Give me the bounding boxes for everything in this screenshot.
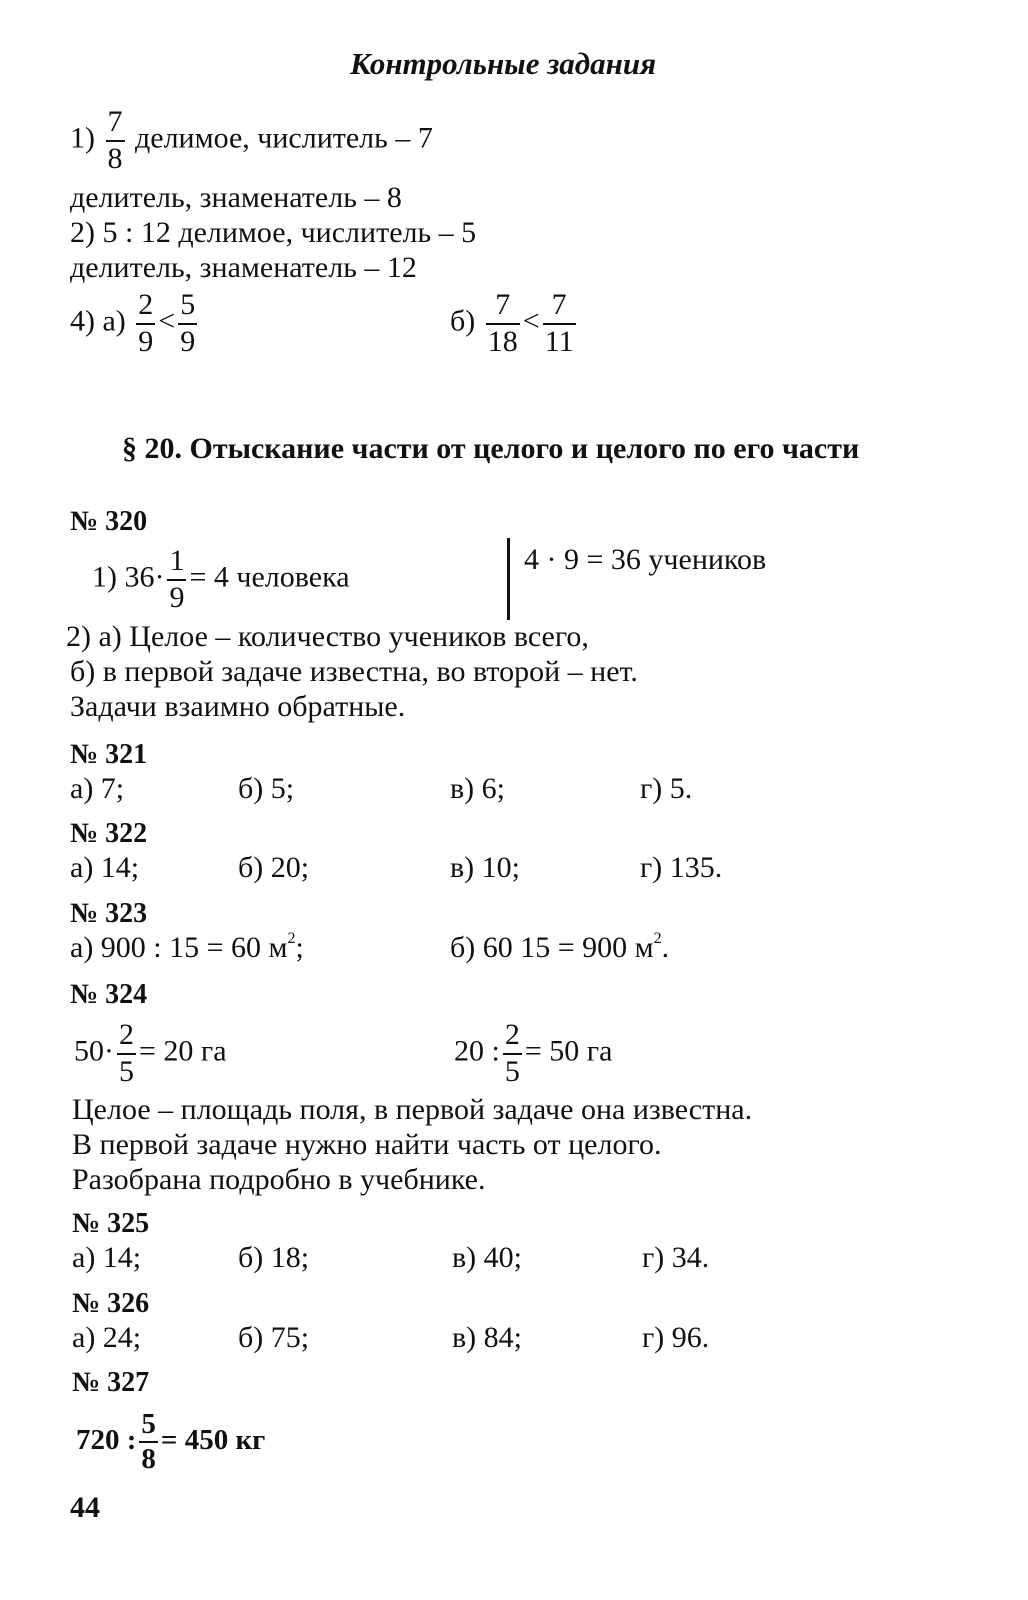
control-line-4: делитель, знаменатель – 12 [70,251,417,284]
problem-326-label: № 326 [72,1288,150,1319]
problem-320-line-1: 1) 36· $\frac{1}{9}$ = 4 человека [92,544,350,614]
answer-c: в) 40; [452,1241,522,1274]
problem-327-label: № 327 [72,1367,150,1398]
answer-a: а) 14; [72,1241,142,1274]
control-line-3: 2) 5 : 12 делимое, числитель – 5 [70,216,477,249]
answer-b: б) 5; [238,772,295,805]
control-line-2: делитель, знаменатель – 8 [70,181,402,214]
answer-a: а) 7; [70,772,125,805]
item-1-text: делимое, числитель – 7 [135,121,433,155]
problem-321-label: № 321 [70,739,148,770]
problem-320-line-3: б) в первой задаче известна, во второй – нет. [70,655,638,688]
fraction-2-5: $\frac{2}{5}$ [504,1018,520,1088]
problem-320-line-4: Задачи взаимно обратные. [70,690,406,723]
control-item-1 [70,105,433,176]
problem-323-b: б) 60 15 = 900 $м^2$. [450,930,670,964]
fraction-5-8: $\frac{5}{8}$ [141,1408,156,1476]
answer-c: в) 6; [450,772,505,805]
problem-324-label: № 324 [70,979,148,1010]
problem-323-a: а) 900 : 15 = 60 $м^2$; [70,930,304,964]
answer-b: б) 18; [238,1241,310,1274]
problem-324-b: 20 : $\frac{2}{5}$ = 50 га [454,1018,613,1088]
answer-a: а) 24; [72,1321,142,1354]
answer-b: б) 20; [238,851,310,884]
fraction-7-8: $\frac{7}{8}$ [107,105,123,175]
page-header-title: Контрольные задания [350,46,657,81]
answer-a: а) 14; [70,851,140,884]
fraction-7-18: $\frac{7}{18}$ [487,288,518,358]
control-item-4a: 4) а) $\frac{2}{9}$ < $\frac{5}{9}$ [70,288,196,358]
answer-d: г) 135. [640,851,723,884]
problem-320-line-2: 2) а) Целое – количество учеников всего, [66,620,589,653]
answer-d: г) 34. [642,1241,710,1274]
fraction-2-5: $\frac{2}{5}$ [119,1018,134,1088]
section-title: § 20. Отыскание части от целого и целого по его части [122,432,860,465]
item-1-prefix: 1) [70,121,95,155]
answer-c: в) 84; [452,1321,522,1354]
problem-320-right: 4 · 9 = 36 учеников [524,543,767,576]
fraction-7-11: $\frac{7}{11}$ [544,288,574,358]
problem-327-expression: 720 : $\frac{5}{8}$ = 450 кг [76,1408,266,1476]
vertical-divider [507,538,510,620]
answer-d: г) 96. [642,1321,710,1354]
answer-d: г) 5. [640,772,693,805]
control-item-4b: б) $\frac{7}{18}$ < $\frac{7}{11}$ [450,288,574,358]
answer-b: б) 75; [238,1321,310,1354]
answer-c: в) 10; [450,851,520,884]
problem-324-a: 50· $\frac{2}{5}$ = 20 га [74,1018,227,1088]
problem-324-line-3: Разобрана подробно в учебнике. [72,1163,486,1196]
problem-324-line-1: Целое – площадь поля, в первой задаче она известна. [72,1093,753,1126]
problem-322-label: № 322 [70,818,148,849]
problem-325-label: № 325 [72,1208,150,1239]
problem-324-line-2: В первой задаче нужно найти часть от целого. [72,1128,662,1161]
fraction-2-9: $\frac{2}{9}$ [138,288,154,358]
fraction-1-9: $\frac{1}{9}$ [169,544,185,614]
problem-323-label: № 323 [70,898,148,929]
page-number: 44 [70,1491,100,1524]
fraction-5-9: $\frac{5}{9}$ [180,288,196,358]
problem-320-label: № 320 [70,506,148,537]
